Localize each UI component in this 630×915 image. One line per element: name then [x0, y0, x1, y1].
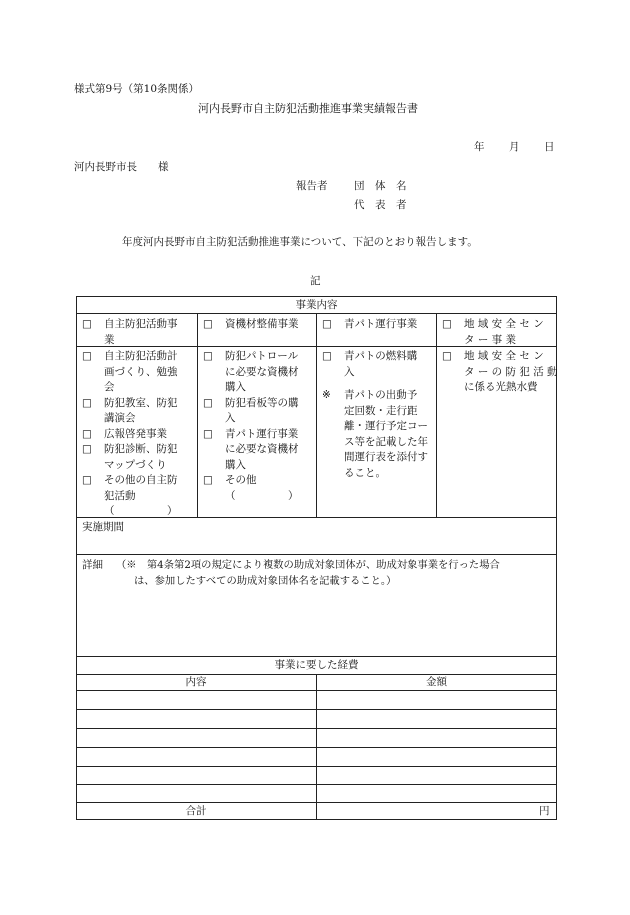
intro-text: 年度河内長野市自主防犯活動推進事業について、下記のとおり報告します。 [122, 236, 478, 248]
item-text: 犯活動 [104, 489, 136, 502]
expense-content-cell[interactable] [77, 691, 316, 709]
category-label: 地 域 安 全 セ ン [464, 318, 544, 330]
item-text: 防犯教室、防犯 [104, 396, 178, 409]
note-mark: ※ [322, 389, 331, 401]
expense-content-cell[interactable] [77, 785, 316, 802]
divider [76, 656, 557, 657]
note-text: 間運行表を添付す [344, 451, 428, 463]
reporter-label: 報告者 [296, 180, 328, 192]
item-text: 講演会 [104, 412, 136, 424]
checkbox[interactable]: □ [203, 427, 213, 440]
note-text: 定回数・走行距 [344, 404, 418, 417]
checkbox[interactable]: □ [82, 350, 92, 362]
note-text: ス等を記載した年 [344, 435, 428, 448]
form-number: 様式第9号（第10条関係） [74, 83, 200, 95]
category-header-4 [442, 317, 544, 348]
expense-amount-cell[interactable] [317, 767, 556, 784]
item-text: その他 [225, 474, 257, 486]
details-note-line-1: （※ 第4条第2項の規定により複数の助成対象団体が、助成対象事業を行った場合 [116, 559, 500, 571]
expense-amount-cell[interactable] [317, 748, 556, 766]
date-year: 年 [474, 141, 485, 153]
item-text: 画づくり、勉強 [104, 365, 178, 378]
checkbox[interactable]: □ [203, 396, 213, 409]
item-text: 購入 [225, 458, 246, 471]
column-blue-patrol [322, 349, 428, 481]
expense-column-amount: 金額 [426, 676, 447, 688]
expense-content-cell[interactable] [77, 710, 316, 728]
checkbox[interactable]: □ [442, 350, 452, 362]
total-label: 合計 [185, 805, 207, 817]
expense-content-cell[interactable] [77, 748, 316, 766]
expense-content-cell[interactable] [77, 729, 316, 747]
details-note-line-2: は、参加したすべての助成対象団体名を記載すること。） [134, 575, 397, 587]
currency-unit: 円 [539, 805, 550, 817]
category-label: 資機材整備事業 [225, 318, 299, 330]
ki-heading: 記 [310, 275, 321, 287]
checkbox[interactable]: □ [203, 474, 213, 486]
item-text: 自主防犯活動計 [104, 350, 178, 362]
checkbox[interactable]: □ [203, 318, 213, 330]
note-text: 離・運行予定コー [344, 420, 428, 432]
column-divider [316, 313, 317, 517]
category-header-3 [322, 317, 417, 333]
expense-amount-cell[interactable] [317, 691, 556, 709]
item-text: 防犯看板等の購 [225, 396, 299, 409]
category-label: 青パト運行事業 [344, 318, 418, 330]
item-text: に必要な資機材 [225, 365, 299, 378]
item-text: 防犯診断、防犯 [104, 443, 178, 455]
expense-content-cell[interactable] [77, 767, 316, 784]
item-text: 入 [225, 412, 236, 424]
item-text: （ ） [225, 489, 299, 502]
item-text: 会 [104, 381, 115, 393]
note-text: ること。 [344, 466, 386, 479]
checkbox[interactable]: □ [82, 396, 92, 409]
item-text: 青パトの燃料購 [344, 350, 418, 362]
date-day: 日 [544, 141, 555, 153]
implementation-period-label: 実施期間 [82, 521, 124, 533]
category-label: タ ー 事 業 [464, 333, 517, 346]
checkbox[interactable]: □ [442, 318, 452, 330]
item-text: マップづくり [104, 458, 167, 471]
expense-amount-cell[interactable] [317, 785, 556, 802]
checkbox[interactable]: □ [82, 318, 92, 330]
representative-label: 代 表 者 [354, 199, 407, 211]
column-divider [197, 313, 198, 517]
category-label: 自主防犯活動事 [104, 318, 178, 330]
expense-amount-cell[interactable] [317, 729, 556, 747]
item-text: 青パト運行事業 [225, 427, 299, 440]
item-text: （ ） [104, 505, 178, 517]
item-text: に係る光熱水費 [464, 381, 538, 393]
checkbox[interactable]: □ [82, 443, 92, 455]
date-month: 月 [509, 141, 520, 153]
checkbox[interactable]: □ [322, 350, 332, 362]
item-text: タ ー の 防 犯 活 動 [464, 365, 558, 378]
checkbox[interactable]: □ [322, 318, 332, 330]
expense-column-content: 内容 [185, 676, 207, 688]
section-header-business-content: 事業内容 [295, 299, 338, 311]
document-title: 河内長野市自主防犯活動推進事業実績報告書 [198, 102, 418, 115]
column-equipment [203, 349, 299, 504]
item-text: 地 域 安 全 セ ン [464, 350, 544, 362]
item-text: 入 [344, 365, 355, 378]
addressee: 河内長野市長 様 [74, 161, 169, 173]
note-text: 青パトの出動予 [344, 389, 418, 401]
category-label: 業 [104, 333, 115, 346]
category-header-1 [82, 317, 178, 348]
item-text: 広報啓発事業 [104, 427, 167, 440]
category-header-2 [203, 317, 299, 333]
expense-amount-cell[interactable] [317, 710, 556, 728]
checkbox[interactable]: □ [82, 474, 92, 486]
checkbox[interactable]: □ [203, 350, 213, 362]
details-label: 詳細 [82, 559, 103, 571]
item-text: に必要な資機材 [225, 443, 299, 455]
checkbox[interactable]: □ [82, 427, 92, 440]
column-divider [436, 313, 437, 517]
item-text: 購入 [225, 381, 246, 393]
column-safety-center [442, 349, 558, 396]
divider [76, 554, 557, 555]
column-self-crime-prevention [82, 349, 178, 520]
organization-label: 団 体 名 [354, 180, 407, 192]
expense-header: 事業に要した経費 [274, 659, 359, 671]
item-text: 防犯パトロール [225, 350, 299, 362]
item-text: その他の自主防 [104, 474, 178, 486]
